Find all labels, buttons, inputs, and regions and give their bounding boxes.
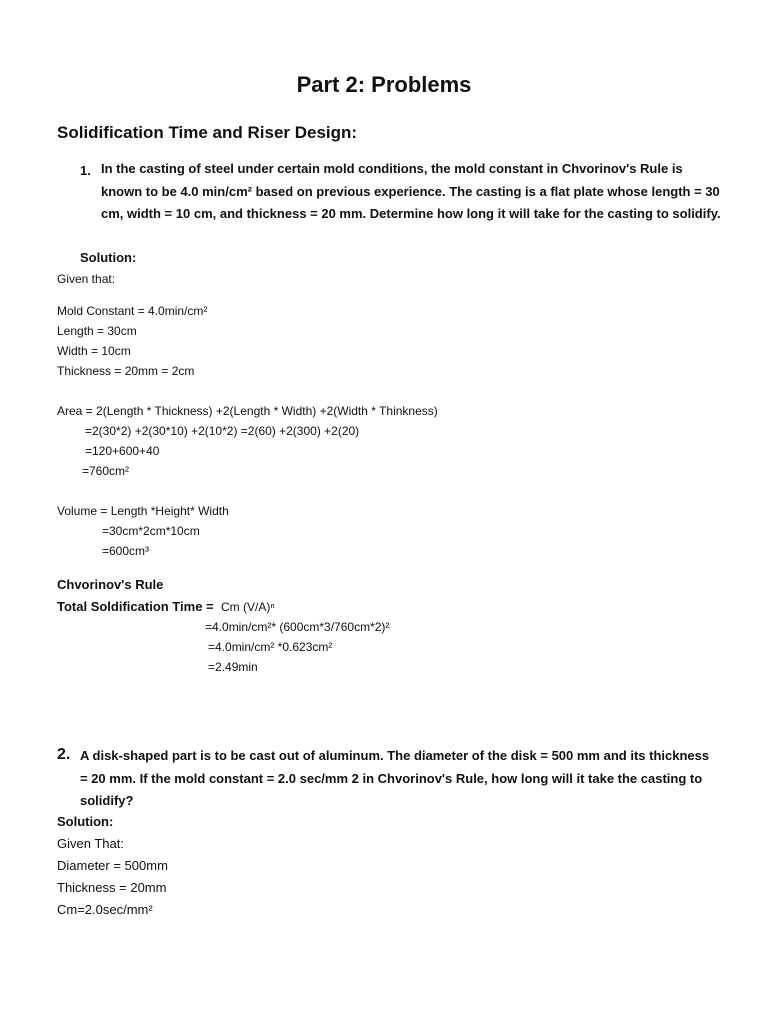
problem-2-given-label: Given That: <box>57 836 124 851</box>
area-step-1: =2(30*2) +2(30*10) +2(10*2) =2(60) +2(300) +2(20) <box>85 424 360 438</box>
problem-2-number: 2. <box>57 746 71 763</box>
problem-1-given-label: Given that: <box>57 272 116 286</box>
total-time-label: Total Soldification Time = <box>57 599 214 614</box>
given-mold-constant: Mold Constant = 4.0min/cm² <box>57 304 208 318</box>
area-formula: Area = 2(Length * Thickness) +2(Length * Width) +2(Width * Thinkness) <box>57 404 438 418</box>
chvorinov-rule-heading: Chvorinov's Rule <box>57 577 164 592</box>
given-width: Width = 10cm <box>57 344 131 358</box>
given-length: Length = 30cm <box>57 324 137 338</box>
volume-result: =600cm³ <box>102 544 150 558</box>
area-step-2: =120+600+40 <box>85 444 160 458</box>
problem-2-text: A disk-shaped part is to be cast out of aluminum. The diameter of the disk = 500 mm and its thickness = 20 mm. If the mold constant = 2.0 sec/mm 2 in Chvorinov's Rule, how long will it take the casting to solidify? <box>80 748 710 808</box>
area-result: =760cm² <box>82 464 130 478</box>
problem-1-solution-label: Solution: <box>80 250 137 265</box>
problem-1-number: 1. <box>80 163 91 178</box>
given-disk-thickness: Thickness = 20mm <box>57 880 167 895</box>
time-step-1: =4.0min/cm²* (600cm*3/760cm*2)² <box>205 620 390 634</box>
volume-formula: Volume = Length *Height* Width <box>57 504 229 518</box>
time-step-2: =4.0min/cm² *0.623cm² <box>208 640 333 654</box>
problem-1-text: In the casting of steel under certain mold conditions, the mold constant in Chvorinov's Rule is known to be 4.0 min/cm² based on previous experience. The casting is a flat plate whose length = 30 cm, width = 10 cm, and thickness = 20 mm. Determine how long it will take for the casting to solidify. <box>101 161 721 221</box>
given-thickness: Thickness = 20mm = 2cm <box>57 364 195 378</box>
given-mold-constant-2: Cm=2.0sec/mm² <box>57 902 153 917</box>
volume-step-1: =30cm*2cm*10cm <box>102 524 200 538</box>
section-heading: Solidification Time and Riser Design: <box>57 123 358 142</box>
given-diameter: Diameter = 500mm <box>57 858 168 873</box>
page-title: Part 2: Problems <box>296 72 472 97</box>
time-result: =2.49min <box>208 660 258 674</box>
total-time-formula: Cm (V/A)ⁿ <box>221 600 275 614</box>
problem-2-solution-label: Solution: <box>57 814 114 829</box>
